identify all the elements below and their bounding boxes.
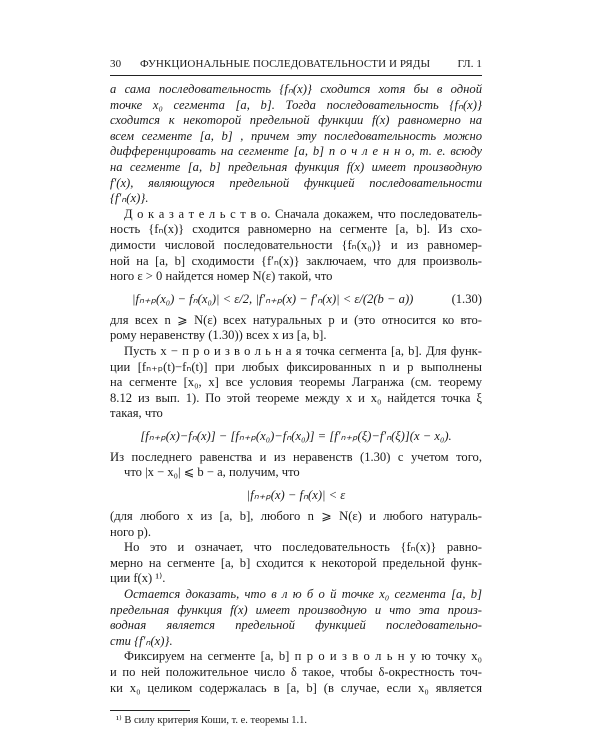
text-line: ность {fₙ(x)} сходится равномерно на сегменте [a, b]. Из схо-	[110, 222, 482, 237]
text-line: а сама последовательность {fₙ(x)} сходится хотя бы в одной	[110, 82, 482, 96]
text-line: сти {f′ₙ(x)}.	[110, 633, 173, 648]
footnote: ¹⁾ В силу критерия Коши, т. е. теоремы 1.1.	[116, 715, 308, 726]
text-line: ного p).	[110, 524, 151, 539]
text-line: дифференцировать на сегменте [a, b] п о ч л е н н о, т. е. всюду	[110, 144, 482, 159]
text-block-3	[110, 450, 482, 481]
text-line: на сегменте [a, b] предельная функция f(x) имеет производную	[110, 159, 482, 174]
text-line: и по ней положительное число δ такое, чтобы δ-окрестность точ-	[110, 665, 482, 679]
text-line: такая, что	[110, 406, 163, 421]
text-line: Фиксируем на сегменте [a, b] п р о и з в о л ь н у ю точку x₀	[124, 649, 482, 664]
text-line: ной на [a, b] сходимости {f′ₙ(x)} заключаем, что для произволь-	[110, 253, 482, 268]
text-line: Д о к а з а т е л ь с т в о. Сначала докажем, что последователь-	[124, 206, 482, 221]
text-line: {f′ₙ(x)}.	[110, 191, 149, 206]
text-line: что |x − x₀| ⩽ b − a, получим, что	[124, 465, 300, 480]
text-block-2	[110, 313, 482, 422]
page-number: 30	[110, 58, 122, 70]
text-line: всем сегменте [a, b] , причем эту последовательность можно	[110, 128, 482, 143]
text-line: 8.12 из вып. 1). По этой теореме между x и x₀ найдется точка ξ	[110, 390, 482, 405]
text-block-1	[110, 82, 482, 285]
text-line: рому неравенству (1.30)) всех x из [a, b].	[110, 328, 327, 343]
text-line: на сегменте [x₀, x] все условия теоремы Лагранжа (см. теорему	[110, 375, 482, 390]
text-line: водная является предельной функцией последовательно-	[110, 618, 482, 633]
text-line: Пусть x − п р о и з в о л ь н а я точка сегмента [a, b]. Для функ-	[124, 343, 482, 358]
text-line: Из последнего равенства и из неравенств (1.30) с учетом того,	[110, 449, 482, 464]
equation-1130-body: |fₙ₊ₚ(x₀) − fₙ(x₀)| < ε/2, |f′ₙ₊ₚ(x) − f′ₙ(x)| < ε/(2(b − a))	[132, 291, 414, 306]
text-line: сходится к некоторой предельной функции f(x) равномерно на	[110, 113, 482, 128]
running-header	[110, 58, 482, 76]
text-line: ки x₀ целиком содержалась в [a, b] (в случае, если x₀ является	[110, 680, 482, 695]
text-block-4	[110, 509, 482, 696]
main-text	[110, 82, 482, 696]
equation-cauchy: |fₙ₊ₚ(x) − fₙ(x)| < ε	[246, 488, 346, 503]
text-line: (для любого x из [a, b], любого n ⩾ N(ε) и любого натураль-	[110, 509, 482, 524]
footnote-rule	[110, 710, 190, 711]
text-line: Но это и означает, что последовательность {fₙ(x)} равно-	[124, 540, 482, 555]
text-line: для всех n ⩾ N(ε) всех натуральных p и (это относится ко вто-	[110, 312, 482, 327]
chapter-label: ГЛ. 1	[457, 58, 482, 70]
text-line: Остается доказать, что в л ю б о й точке x₀ сегмента [a, b]	[124, 587, 482, 602]
text-line: предельная функция f(x) имеет производную и что эта произ-	[110, 602, 482, 617]
header-rule	[110, 75, 482, 76]
text-line: димости числовой последовательности {fₙ(x₀)} и из равномер-	[110, 237, 482, 252]
equation-1130	[110, 285, 482, 313]
text-line: ции f(x) ¹⁾.	[110, 571, 166, 586]
equation-lagrange: [fₙ₊ₚ(x)−fₙ(x)] − [fₙ₊ₚ(x₀)−fₙ(x₀)] = [f′ₙ₊ₚ(ξ)−f′ₙ(ξ)](x − x₀).	[140, 428, 452, 443]
text-line: точке x₀ сегмента [a, b]. Тогда последовательность {fₙ(x)}	[110, 97, 482, 112]
equation-1130-number: (1.30)	[451, 291, 482, 306]
running-title: ФУНКЦИОНАЛЬНЫЕ ПОСЛЕДОВАТЕЛЬНОСТИ И РЯДЫ	[140, 58, 431, 70]
text-line: мерно на сегменте [a, b] сходится к некоторой предельной функ-	[110, 555, 482, 570]
text-line: ного ε > 0 найдется номер N(ε) такой, что	[110, 269, 333, 284]
text-line: ции [fₙ₊ₚ(t)−fₙ(t)] при любых фиксированных n и p выполнены	[110, 359, 482, 374]
text-line: f′(x), являющуюся предельной функцией последовательности	[110, 175, 482, 190]
